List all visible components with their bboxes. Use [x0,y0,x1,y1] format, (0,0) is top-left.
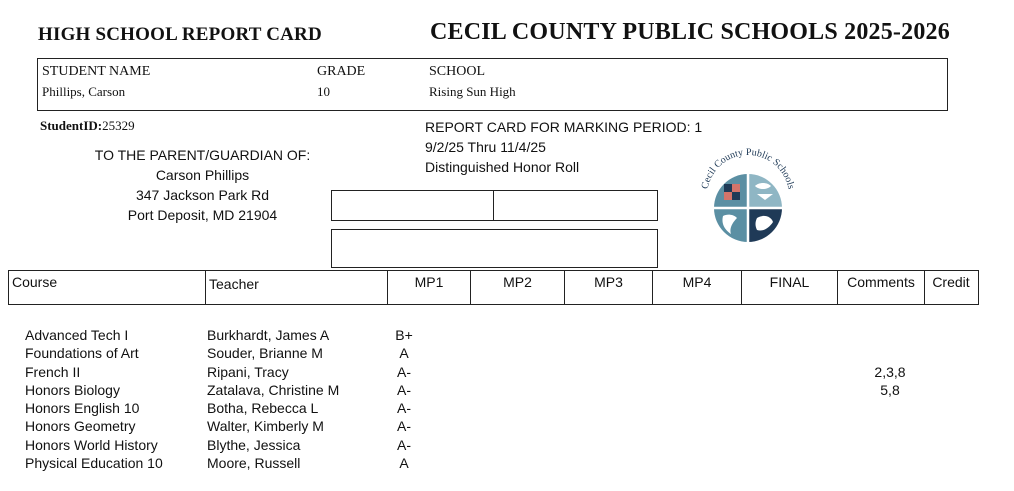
teacher-name: Moore, Russell [207,455,301,472]
comment-codes: 2,3,8 [874,363,906,380]
grade-value: 10 [317,84,330,99]
blank-box-bottom [331,229,658,268]
col-header-comments: Comments [838,271,925,304]
course-name: Honors Biology [25,381,120,398]
grade-label: GRADE [317,64,366,79]
marking-period-block [425,117,702,177]
teacher-name: Zatalava, Christine M [207,381,340,398]
marking-period: REPORT CARD FOR MARKING PERIOD: 1 [425,119,703,135]
blank-box-top [331,190,658,221]
teacher-name: Ripani, Tracy [207,363,289,380]
mp1-grade: A- [397,418,411,435]
student-info-box [37,58,948,111]
mp1-grade: B+ [395,327,413,343]
teacher-name: Burkhardt, James A [207,327,330,343]
honor-roll-status: Distinguished Honor Roll [425,159,580,175]
comment-codes: 5,8 [880,381,900,398]
student-id-label: StudentID: [40,118,103,133]
report-card-title: HIGH SCHOOL REPORT CARD [38,24,322,45]
cecil-county-seal-icon [693,138,803,248]
col-header-mp3: MP3 [565,271,653,304]
teacher-name: Walter, Kimberly M [207,418,324,435]
col-header-teacher: Teacher [206,271,388,304]
seal-lettering: Cecil County Public Schools [699,146,797,191]
course-name: French II [25,363,81,380]
course-name: Foundations of Art [25,345,139,362]
student-name-value: Phillips, Carson [42,84,126,99]
course-name: Advanced Tech I [25,327,129,343]
mp1-grade: A- [397,363,411,380]
course-name: Physical Education 10 [25,455,163,472]
course-name: Honors Geometry [25,418,136,435]
col-header-final: FINAL [742,271,838,304]
student-id [40,118,135,134]
box-divider [493,191,494,220]
col-header-course: Course [9,271,206,304]
address-line-2: Port Deposit, MD 21904 [127,207,278,223]
student-id-value: 25329 [102,118,135,133]
school-label: SCHOOL [429,64,486,79]
mp1-grade: A- [397,436,411,453]
student-name-label: STUDENT NAME [42,64,151,79]
district-title: CECIL COUNTY PUBLIC SCHOOLS 2025-2026 [430,19,950,45]
teacher-name: Botha, Rebecca L [207,400,319,417]
mp1-grade: A- [397,400,411,417]
parent-address-block [60,145,345,225]
mp1-grade: A [399,455,409,472]
col-header-mp2: MP2 [471,271,565,304]
parent-heading: TO THE PARENT/GUARDIAN OF: [94,147,311,163]
teacher-name: Souder, Brianne M [207,345,323,362]
school-value: Rising Sun High [429,84,516,99]
parent-student-name: Carson Phillips [155,167,250,183]
col-header-mp4: MP4 [653,271,742,304]
address-line-1: 347 Jackson Park Rd [135,187,270,203]
teacher-name: Blythe, Jessica [207,436,301,453]
course-name: Honors World History [25,436,158,453]
col-header-credit: Credit [932,274,970,290]
course-name: Honors English 10 [25,400,140,417]
col-header-mp1: MP1 [388,271,471,304]
mp1-grade: A [399,345,409,362]
marking-period-dates: 9/2/25 Thru 11/4/25 [425,139,546,155]
mp1-grade: A- [397,381,411,398]
grades-table-header [8,270,979,305]
